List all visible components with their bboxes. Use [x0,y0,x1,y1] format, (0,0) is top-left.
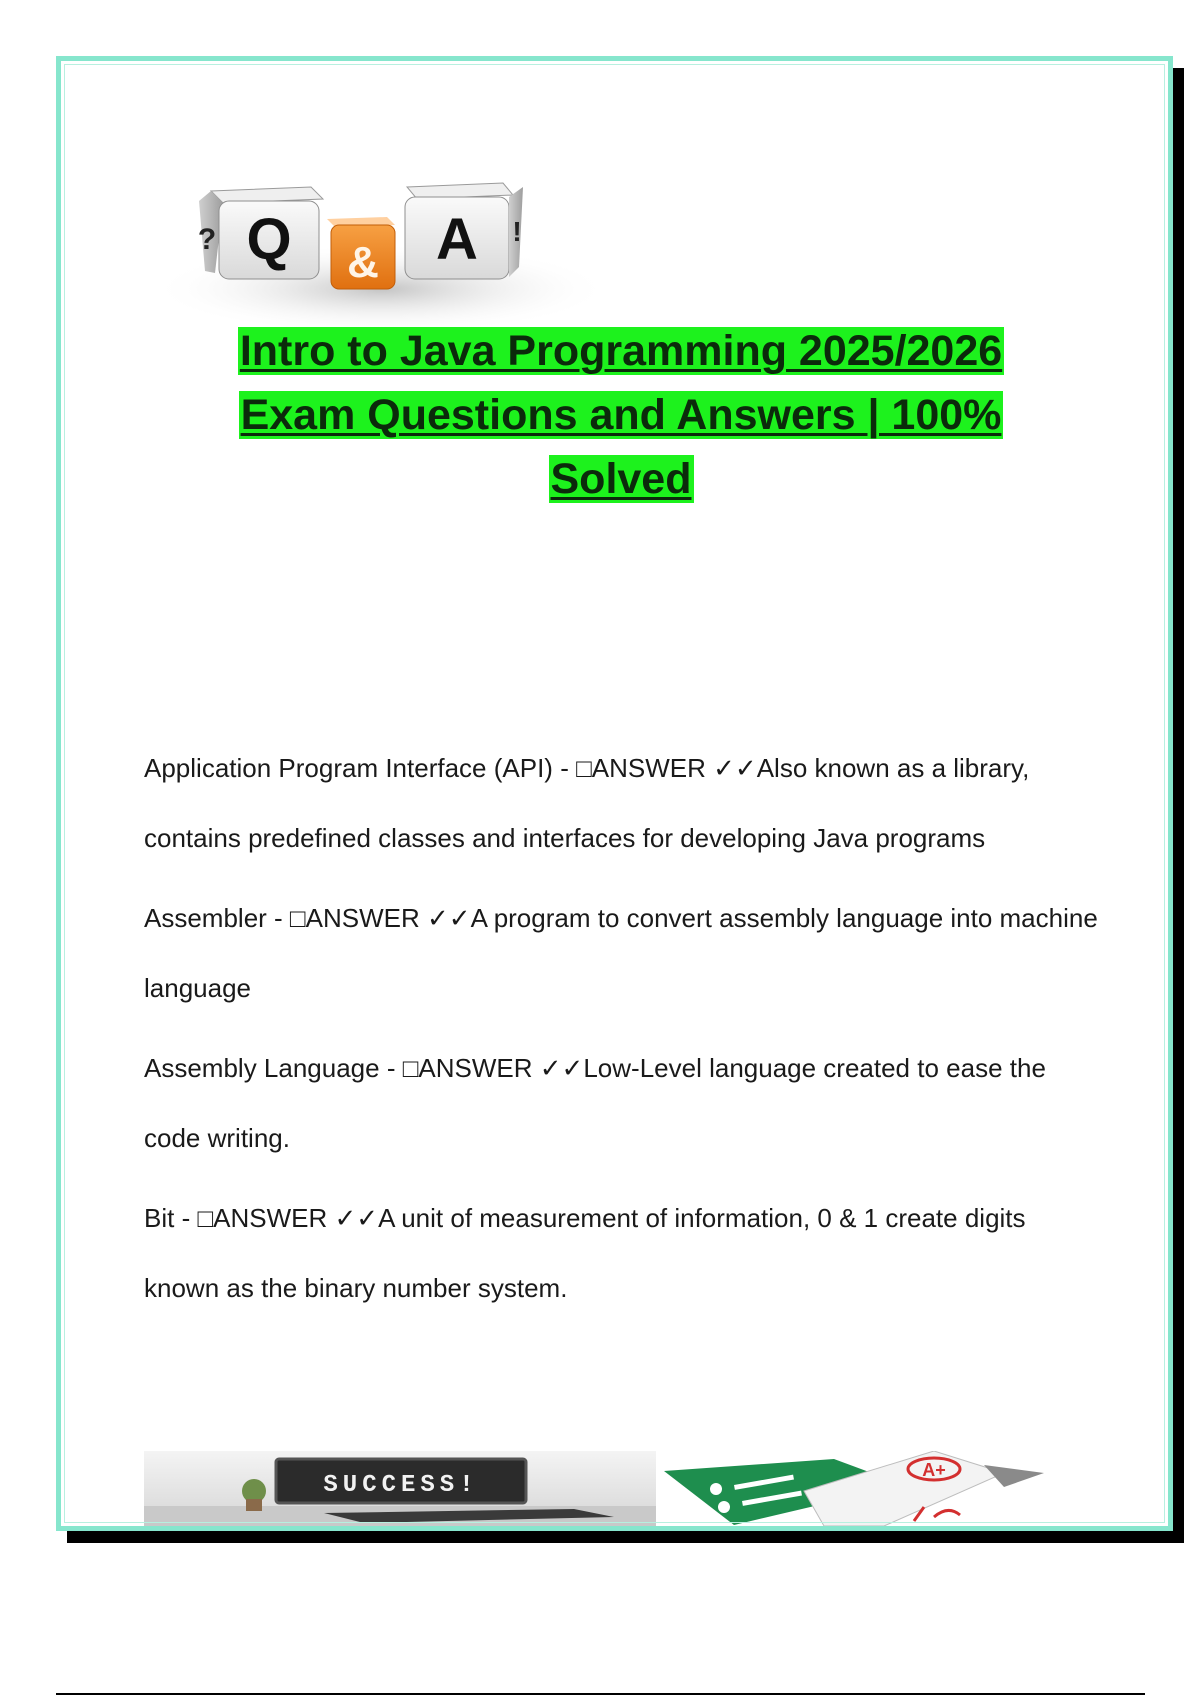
answer-marker: - □ANSWER ✓✓ [266,903,471,933]
qa-answer: Also known as a library, contains predefined classes and interfaces for developing Java programs [144,753,1030,853]
qa-answer: A unit of measurement of information, 0 & 1 create digits known as the binary number system. [144,1203,1026,1303]
qa-item-bit [144,1183,1104,1323]
answer-marker: - □ANSWER ✓✓ [552,753,757,783]
title-line-3: Solved [550,455,692,503]
document-title [121,319,1121,511]
footer-image-strip [144,1451,1104,1526]
amp-die [327,217,395,289]
qa-answer: Low-Level language created to ease the code writing. [144,1053,1046,1153]
amp-symbol: & [347,238,379,287]
qa-term: Bit [144,1203,175,1233]
qa-item-assembler [144,883,1104,1023]
answer-marker: - □ANSWER ✓✓ [379,1053,584,1083]
success-photo [144,1451,656,1526]
grade-documents [664,1451,1044,1526]
question-mark: ? [197,223,217,256]
exclamation-mark: ! [512,216,522,247]
qa-item-assembly-language [144,1033,1104,1173]
a-die [405,183,523,279]
q-letter: Q [246,207,292,272]
title-line-2: Exam Questions and Answers | 100% [240,391,1002,439]
success-sign-text: SUCCESS! [323,1472,479,1499]
a-letter: A [436,207,478,272]
grade-badge-text: A+ [922,1460,946,1480]
qa-list [144,733,1104,1333]
qa-item-api [144,733,1104,873]
qa-dice-logo [151,121,611,341]
qa-term: Assembly Language [144,1053,380,1083]
qa-term: Assembler [144,903,267,933]
title-line-1: Intro to Java Programming 2025/2026 [239,327,1003,375]
answer-marker: - □ANSWER ✓✓ [174,1203,379,1233]
qa-answer: A program to convert assembly language into machine language [144,903,1098,1003]
bottom-divider [56,1693,1145,1695]
document-page [56,56,1173,1531]
qa-term: Application Program Interface (API) [144,753,553,783]
